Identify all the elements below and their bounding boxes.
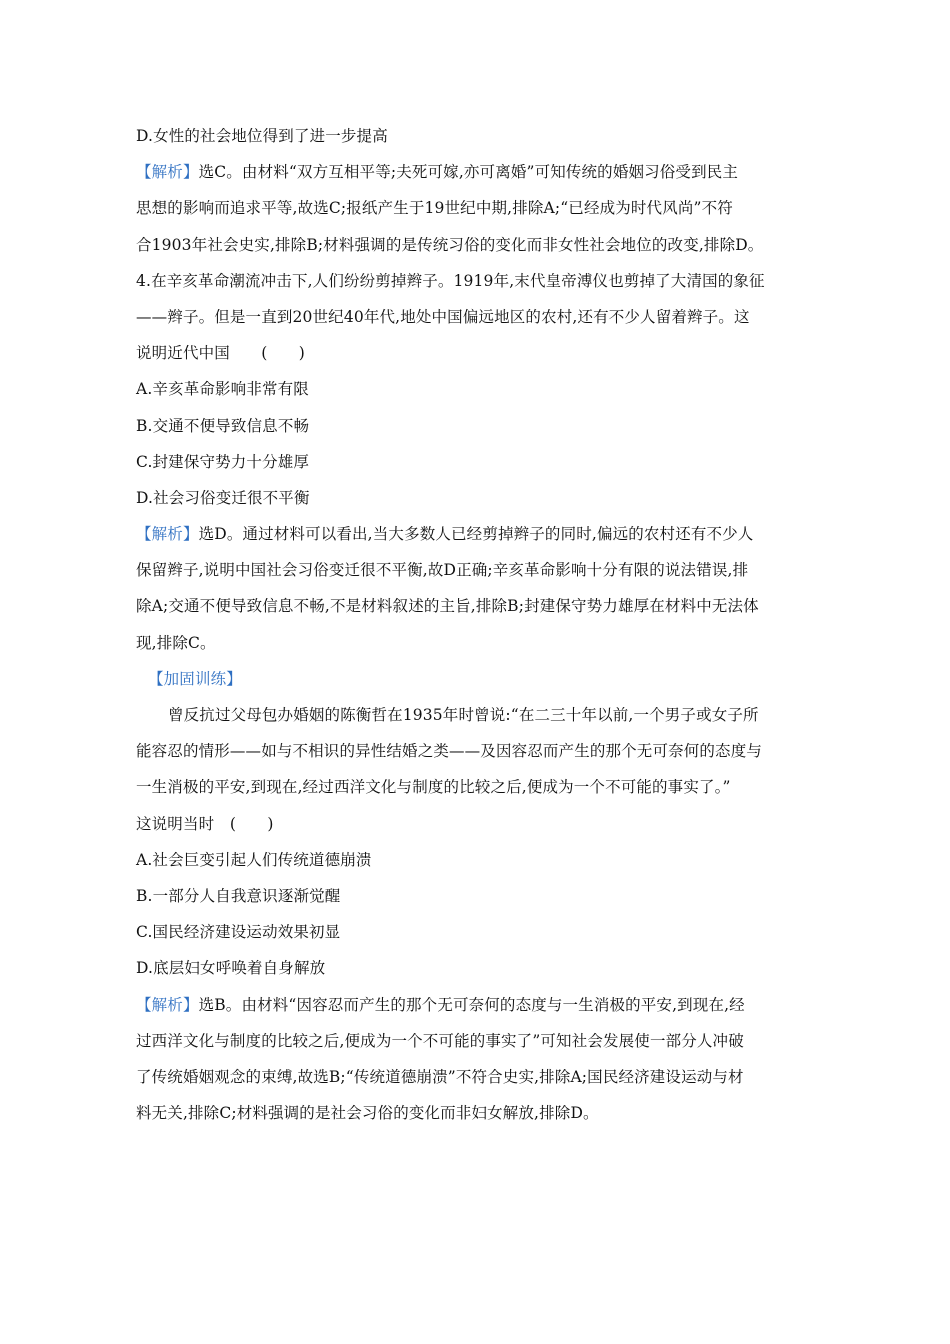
reinforce-analysis-line-2: 过西洋文化与制度的比较之后,便成为一个不可能的事实了”可知社会发展使一部分人冲破 bbox=[136, 1031, 744, 1050]
reinforce-analysis-line-4: 料无关,排除C;材料强调的是社会习俗的变化而非妇女解放,排除D。 bbox=[136, 1104, 599, 1123]
q4-analysis-line-4: 现,排除C。 bbox=[136, 633, 216, 652]
analysis-tag: 【解析】 bbox=[136, 163, 199, 182]
analysis-text: 选C。由材料“双方互相平等;夫死可嫁,亦可离婚”可知传统的婚姻习俗受到民主 bbox=[198, 163, 739, 182]
reinforce-analysis-line-3: 了传统婚姻观念的束缚,故选B;“传统道德崩溃”不符合史实,排除A;国民经济建设运动与材 bbox=[136, 1067, 744, 1086]
q3-analysis-line-3: 合1903年社会史实,排除B;材料强调的是传统习俗的变化而非女性社会地位的改变,排除D。 bbox=[136, 235, 764, 254]
q3-analysis-line-2: 思想的影响而追求平等,故选C;报纸产生于19世纪中期,排除A;“已经成为时代风尚”不符 bbox=[136, 199, 733, 218]
reinforce-option-d: D.底层妇女呼唤着自身解放 bbox=[136, 959, 326, 978]
reinforce-option-b: B.一部分人自我意识逐渐觉醒 bbox=[136, 886, 341, 905]
analysis-tag: 【解析】 bbox=[136, 525, 199, 544]
analysis-text: 选B。由材料“因容忍而产生的那个无可奈何的态度与一生消极的平安,到现在,经 bbox=[198, 995, 745, 1014]
q3-option-d: D.女性的社会地位得到了进一步提高 bbox=[136, 127, 388, 145]
reinforce-stem-line-2: 能容忍的情形——如与不相识的异性结婚之类——及因容忍而产生的那个无可奈何的态度与 bbox=[136, 742, 763, 761]
q4-option-c: C.封建保守势力十分雄厚 bbox=[136, 452, 310, 471]
q4-analysis-line-2: 保留辫子,说明中国社会习俗变迁很不平衡,故D正确;辛亥革命影响十分有限的说法错误,排 bbox=[136, 561, 749, 580]
q3-analysis-line-1 bbox=[136, 154, 816, 190]
reinforce-stem-line-1: 曾反抗过父母包办婚姻的陈衡哲在1935年时曾说:“在二三十年以前,一个男子或女子所 bbox=[168, 706, 759, 724]
reinforce-option-c: C.国民经济建设运动效果初显 bbox=[136, 923, 341, 942]
reinforce-stem-line-4: 这说明当时 ( ) bbox=[136, 814, 274, 833]
q4-option-b: B.交通不便导致信息不畅 bbox=[136, 416, 310, 435]
reinforce-heading: 【加固训练】 bbox=[148, 669, 242, 688]
reinforce-option-a: A.社会巨变引起人们传统道德崩溃 bbox=[136, 850, 372, 869]
q4-analysis-line-3: 除A;交通不便导致信息不畅,不是材料叙述的主旨,排除B;封建保守势力雄厚在材料中无法体 bbox=[136, 597, 759, 616]
analysis-tag: 【解析】 bbox=[136, 995, 199, 1014]
analysis-text: 选D。通过材料可以看出,当大多数人已经剪掉辫子的同时,偏远的农村还有不少人 bbox=[198, 525, 754, 544]
q4-stem-line-2: ——辫子。但是一直到20世纪40年代,地处中国偏远地区的农村,还有不少人留着辫子。这 bbox=[136, 307, 750, 326]
q4-option-a: A.辛亥革命影响非常有限 bbox=[136, 380, 309, 399]
q4-analysis-line-1 bbox=[136, 516, 816, 552]
q4-option-d: D.社会习俗变迁很不平衡 bbox=[136, 488, 310, 507]
reinforce-stem-line-3: 一生消极的平安,到现在,经过西洋文化与制度的比较之后,便成为一个不可能的事实了。” bbox=[136, 778, 731, 797]
reinforce-analysis-line-1 bbox=[136, 987, 816, 1023]
q4-stem-line-1: 4.在辛亥革命潮流冲击下,人们纷纷剪掉辫子。1919年,末代皇帝溥仪也剪掉了大清国的象征 bbox=[136, 271, 765, 290]
page-content bbox=[136, 118, 816, 1131]
q4-stem-line-3: 说明近代中国 ( ) bbox=[136, 344, 305, 363]
